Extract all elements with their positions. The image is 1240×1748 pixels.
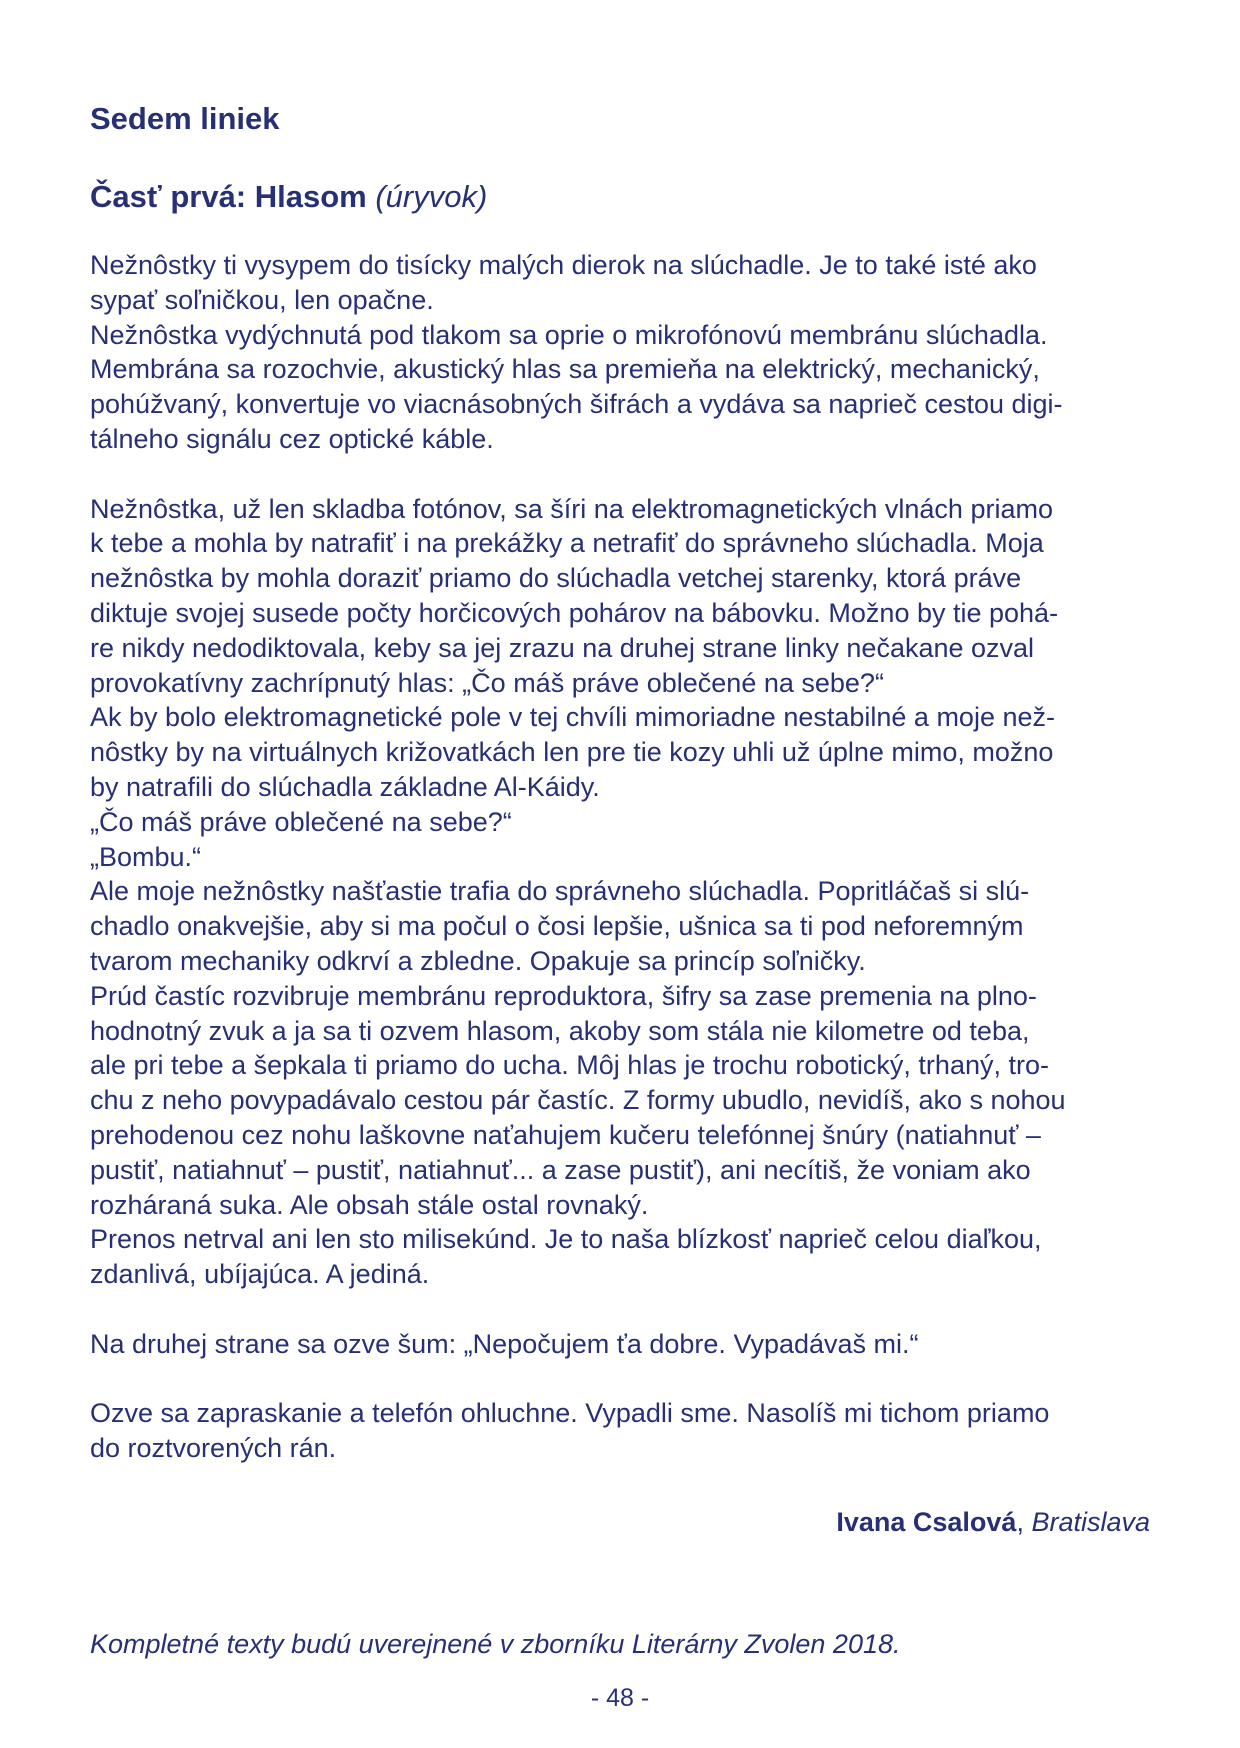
text-line: „Bombu.“ bbox=[90, 841, 202, 872]
text-line: re nikdy nedodiktovala, keby sa jej zrazu na druhej strane linky nečakane ozval bbox=[90, 632, 1035, 663]
text-line: ale pri tebe a šepkala ti priamo do ucha. Môj hlas je trochu robotický, trhaný, tro- bbox=[90, 1050, 1049, 1081]
text-line: chadlo onakvejšie, aby si ma počul o čosi lepšie, ušnica sa ti pod neforemným bbox=[90, 911, 1024, 942]
text-line: Ozve sa zapraskanie a telefón ohluchne. Vypadli sme. Nasolíš mi tichom priamo bbox=[90, 1398, 1050, 1429]
text-line: Nežnôstka vydýchnutá pod tlakom sa oprie o mikrofónovú membránu slúchadla. bbox=[90, 319, 1048, 350]
text-line: tvarom mechaniky odkrví a zbledne. Opakuje sa princíp soľničky. bbox=[90, 945, 866, 976]
text-line: diktuje svojej susede počty horčicových pohárov na bábovku. Možno by tie pohá- bbox=[90, 597, 1059, 628]
author-signature bbox=[90, 1502, 1150, 1542]
text-line: Na druhej strane sa ozve šum: „Nepočujem ťa dobre. Vypadávaš mi.“ bbox=[90, 1328, 919, 1359]
author-name: Ivana Csalová bbox=[836, 1506, 1017, 1537]
paragraph bbox=[90, 1222, 1150, 1292]
paragraph bbox=[90, 248, 1150, 318]
text-line: Nežnôstka, už len skladba fotónov, sa šíri na elektromagnetických vlnách priamo bbox=[90, 493, 1053, 524]
paragraph bbox=[90, 874, 1150, 978]
footnote: Kompletné texty budú uverejnené v zborníku Literárny Zvolen 2018. bbox=[90, 1629, 901, 1659]
paragraph bbox=[90, 1327, 1150, 1362]
page-number: - 48 - bbox=[590, 1684, 650, 1712]
body-text bbox=[90, 248, 1150, 1466]
text-line: „Čo máš práve oblečené na sebe?“ bbox=[90, 806, 512, 837]
text-line: Membrána sa rozochvie, akustický hlas sa premieňa na elektrický, mechanický, bbox=[90, 354, 1040, 385]
author-separator: , bbox=[1016, 1506, 1032, 1537]
paragraph bbox=[90, 318, 1150, 457]
document-content bbox=[90, 96, 1150, 1542]
text-line: rozháraná suka. Ale obsah stále ostal rovnaký. bbox=[90, 1189, 649, 1220]
text-line: Prúd častíc rozvibruje membránu reproduktora, šifry sa zase premenia na plno- bbox=[90, 980, 1037, 1011]
text-line: Prenos netrval ani len sto milisekúnd. Je to naša blízkosť naprieč celou diaľkou, bbox=[90, 1224, 1042, 1255]
author-place: Bratislava bbox=[1031, 1506, 1150, 1537]
text-line: do roztvorených rán. bbox=[90, 1433, 337, 1464]
paragraph bbox=[90, 840, 1150, 875]
text-line: sypať soľničkou, len opačne. bbox=[90, 284, 434, 315]
text-line: zdanlivá, ubíjajúca. A jediná. bbox=[90, 1259, 430, 1290]
text-line: tálneho signálu cez optické káble. bbox=[90, 423, 494, 454]
section-heading bbox=[90, 174, 1150, 220]
section-heading-note: (úryvok) bbox=[375, 179, 488, 214]
text-line: hodnotný zvuk a ja sa ti ozvem hlasom, akoby som stála nie kilometre od teba, bbox=[90, 1015, 1030, 1046]
text-line: chu z neho povypadávalo cestou pár častíc. Z formy ubudlo, nevidíš, ako s nohou bbox=[90, 1085, 1066, 1116]
text-line: pohúžvaný, konvertuje vo viacnásobných šifrách a vydáva sa naprieč cestou digi- bbox=[90, 389, 1063, 420]
text-line: nôstky by na virtuálnych križovatkách len pre tie kozy uhli už úplne mimo, možno bbox=[90, 737, 1054, 768]
text-line: k tebe a mohla by natrafiť i na prekážky a netrafiť do správneho slúchadla. Moja bbox=[90, 528, 1044, 559]
paragraph bbox=[90, 1396, 1150, 1466]
paragraph bbox=[90, 805, 1150, 840]
section-heading-main: Časť prvá: Hlasom bbox=[90, 179, 367, 214]
text-line: by natrafili do slúchadla základne Al-Káidy. bbox=[90, 771, 600, 802]
text-line: nežnôstka by mohla doraziť priamo do slúchadla vetchej starenky, ktorá práve bbox=[90, 563, 1022, 594]
text-line: provokatívny zachrípnutý hlas: „Čo máš práve oblečené na sebe?“ bbox=[90, 667, 884, 698]
text-line: Ale moje nežnôstky našťastie trafia do správneho slúchadla. Popritláčaš si slú- bbox=[90, 876, 1030, 907]
paragraph bbox=[90, 700, 1150, 804]
text-line: pustiť, natiahnuť – pustiť, natiahnuť... a zase pustiť), ani necítiš, že voniam ako bbox=[90, 1154, 1031, 1185]
document-title: Sedem liniek bbox=[90, 101, 280, 136]
text-line: prehodenou cez nohu laškovne naťahujem kučeru telefónnej šnúry (natiahnuť – bbox=[90, 1119, 1041, 1150]
text-line: Nežnôstky ti vysypem do tisícky malých dierok na slúchadle. Je to také isté ako bbox=[90, 250, 1037, 280]
paragraph bbox=[90, 492, 1150, 701]
paragraph bbox=[90, 979, 1150, 1223]
text-line: Ak by bolo elektromagnetické pole v tej chvíli mimoriadne nestabilné a moje než- bbox=[90, 702, 1055, 733]
